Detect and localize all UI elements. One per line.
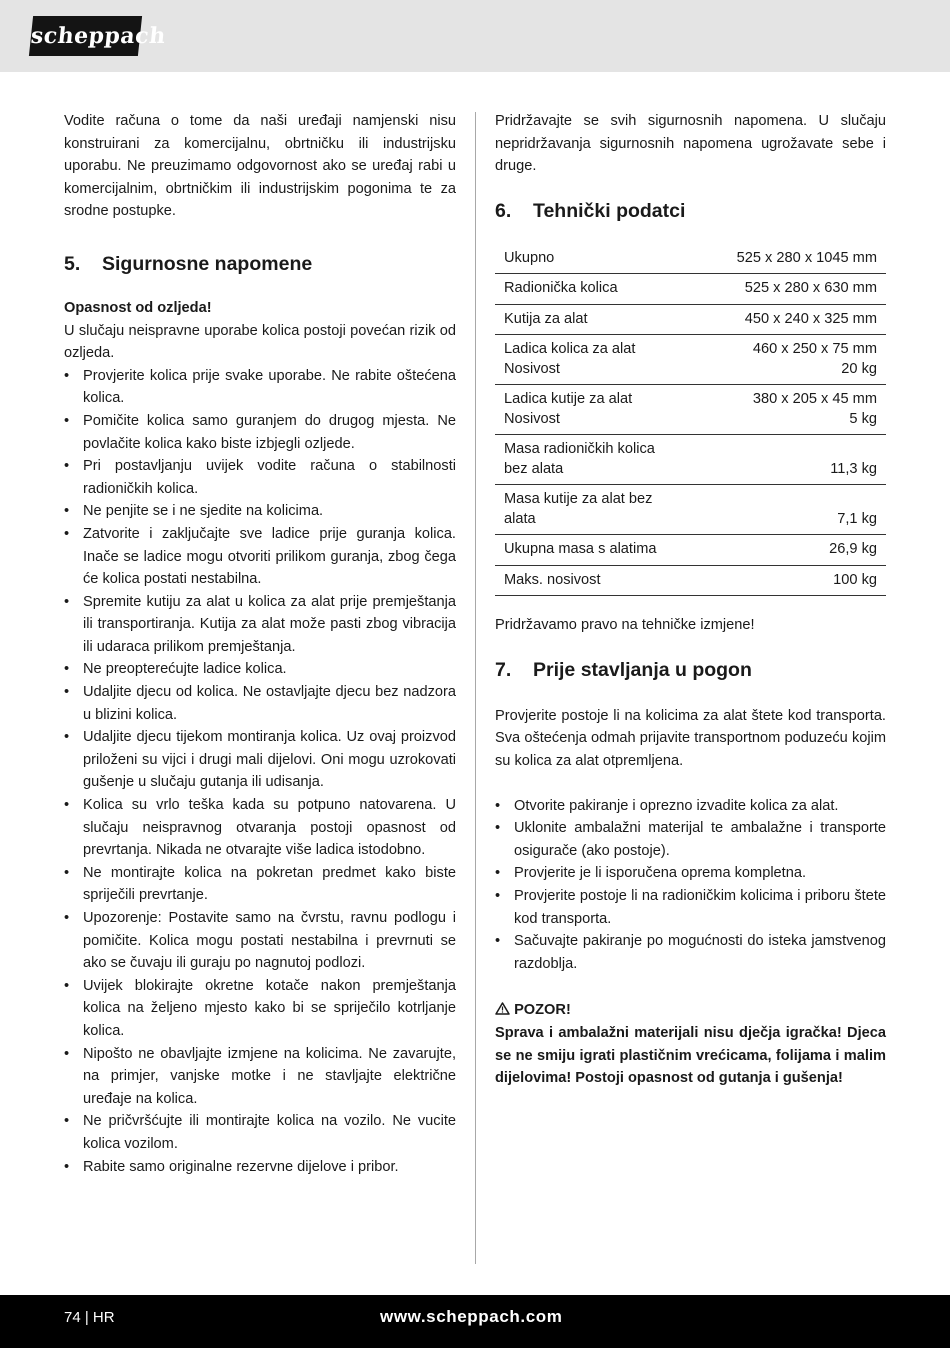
page-footer <box>0 1295 950 1348</box>
danger-text: U slučaju neispravne uporabe kolica postoji povećan rizik od ozljeda. <box>64 322 456 362</box>
page-number: 74 | HR <box>64 1309 115 1326</box>
table-cell-label: Maks. nosivost <box>495 565 698 596</box>
website-link[interactable]: www.scheppach.com <box>380 1307 563 1326</box>
list-item: • Udaljite djecu od kolica. Ne ostavljajte djecu bez nadzora u blizini kolica. <box>64 681 456 726</box>
table-cell-label: Radionička kolica <box>495 274 698 305</box>
list-item: • Spremite kutiju za alat u kolica za alat prije premještanja ili transportiranja. Kutija za alat može pasti zbog vibracija ili udaraca prilikom premještanja. <box>64 591 456 659</box>
list-item: • Kolica su vrlo teška kada su potpuno natovarena. U slučaju neispravnog otvaranja postoji opasnost od prevrtanja. Nikada ne otvarajte više ladica istodobno. <box>64 794 456 862</box>
page-header <box>0 0 950 72</box>
table-cell-label: Ukupno <box>495 244 698 274</box>
table-cell-value: 11,3 kg <box>698 435 886 485</box>
list-item: • Provjerite kolica prije svake uporabe. Ne rabite oštećena kolica. <box>64 365 456 410</box>
list-item: • Uklonite ambalažni materijal te ambalažne i transporte osigurače (ako postoje). <box>495 817 886 862</box>
list-item: • Udaljite djecu tijekom montiranja kolica. Uz ovaj proizvod priloženi su vijci i drugi mali dijelovi. Oni mogu uzrokovati gušenje u slučaju gutanja ili udisanja. <box>64 726 456 794</box>
table-cell-value: 100 kg <box>698 565 886 596</box>
table-cell-label: Kutija za alat <box>495 304 698 335</box>
table-cell-label: Masa radioničkih kolica bez alata <box>495 435 698 485</box>
list-item: • Upozorenje: Postavite samo na čvrstu, ravnu podlogu i pomičite. Kolica mogu postati nestabilna i prevrnuti se ako se čuvaju ili guraju po nagnutoj podlozi. <box>64 907 456 975</box>
list-item: • Sačuvajte pakiranje po mogućnosti do isteka jamstvenog razdoblja. <box>495 930 886 975</box>
table-cell-label: Ukupna masa s alatima <box>495 535 698 566</box>
safety-list <box>64 365 456 1178</box>
list-item: • Pomičite kolica samo guranjem do drugog mjesta. Ne povlačite kolica kako biste izbjegli ozljede. <box>64 410 456 455</box>
table-row <box>495 535 886 566</box>
right-column <box>495 110 886 1090</box>
danger-title: Opasnost od ozljeda! <box>64 299 212 316</box>
table-cell-value: 460 x 250 x 75 mm 20 kg <box>698 335 886 385</box>
warning-triangle-icon <box>495 999 510 1022</box>
table-row <box>495 385 886 435</box>
section-7-heading: 7. Prije stavljanja u pogon <box>495 658 752 681</box>
list-item: • Rabite samo originalne rezervne dijelove i pribor. <box>64 1156 456 1179</box>
transport-check-text: Provjerite postoje li na kolicima za alat štete kod transporta. Sva oštećenja odmah prijavite transportnom poduzeću kojim su kolica za alat otpremljena. <box>495 707 886 770</box>
warning-title: POZOR! <box>495 999 886 1022</box>
table-row <box>495 565 886 596</box>
table-cell-label: Ladica kutije za alat Nosivost <box>495 385 698 435</box>
table-cell-value: 7,1 kg <box>698 485 886 535</box>
warning-text: Sprava i ambalažni materijali nisu dječja igračka! Djeca se ne smiju igrati plastičnim vrećicama, folijama i malim dijelovima! Postoji opasnost od gutanja i gušenja! <box>495 1025 886 1087</box>
list-item: • Ne pričvršćujte ili montirajte kolica na vozilo. Ne vucite kolica vozilom. <box>64 1110 456 1155</box>
list-item: • Ne montirajte kolica na pokretan predmet kako biste spriječili prevrtanje. <box>64 862 456 907</box>
column-divider <box>475 112 476 1264</box>
table-cell-label: Masa kutije za alat bez alata <box>495 485 698 535</box>
list-item: • Ne preopterećujte ladice kolica. <box>64 658 456 681</box>
list-item: • Pri postavljanju uvijek vodite računa o stabilnosti radioničkih kolica. <box>64 455 456 500</box>
list-item: • Provjerite je li isporučena oprema kompletna. <box>495 862 886 885</box>
table-row <box>495 244 886 274</box>
table-row <box>495 485 886 535</box>
section-5-heading: 5. Sigurnosne napomene <box>64 252 313 275</box>
brand-logo: scheppach <box>29 16 142 56</box>
table-cell-value: 450 x 240 x 325 mm <box>698 304 886 335</box>
safety-reminder: Pridržavajte se svih sigurnosnih napomena. U slučaju nepridržavanja sigurnosnih napomena ugrožavate sebe i druge. <box>495 113 886 175</box>
table-cell-label: Ladica kolica za alat Nosivost <box>495 335 698 385</box>
table-cell-value: 525 x 280 x 1045 mm <box>698 244 886 274</box>
table-row <box>495 274 886 305</box>
table-row <box>495 435 886 485</box>
table-row <box>495 335 886 385</box>
table-cell-value: 525 x 280 x 630 mm <box>698 274 886 305</box>
section-6-heading: 6. Tehnički podatci <box>495 199 686 222</box>
technical-data-table <box>495 244 886 597</box>
list-item: • Provjerite postoje li na radioničkim kolicima i priboru štete kod transporta. <box>495 885 886 930</box>
list-item: • Ne penjite se i ne sjedite na kolicima. <box>64 500 456 523</box>
startup-list <box>495 795 886 976</box>
list-item: • Otvorite pakiranje i oprezno izvadite kolica za alat. <box>495 795 886 818</box>
table-cell-value: 26,9 kg <box>698 535 886 566</box>
list-item: • Uvijek blokirajte okretne kotače nakon premještanja kolica na željeno mjesto kako bi se spriječilo kotrljanje kolica. <box>64 975 456 1043</box>
left-column <box>64 110 456 1178</box>
intro-paragraph: Vodite računa o tome da naši uređaji namjenski nisu konstruirani za komercijalnu, obrtničku ili industrijsku uporabu. Ne preuzimamo odgovornost ako se uređaj rabi u komercijalnim, obrtničkim ili industrijskim pogonima te za srodne postupke. <box>64 113 456 220</box>
table-row <box>495 304 886 335</box>
list-item: • Nipošto ne obavljajte izmjene na kolicima. Ne zavarujte, na primjer, vanjske motke i ne stavljajte električne uređaje na kolica. <box>64 1043 456 1111</box>
list-item: • Zatvorite i zaključajte sve ladice prije guranja kolica. Inače se ladice mogu otvoriti prilikom guranja, zbog čega će kolica postati nestabilna. <box>64 523 456 591</box>
reserve-note: Pridržavamo pravo na tehničke izmjene! <box>495 617 755 634</box>
table-cell-value: 380 x 205 x 45 mm 5 kg <box>698 385 886 435</box>
